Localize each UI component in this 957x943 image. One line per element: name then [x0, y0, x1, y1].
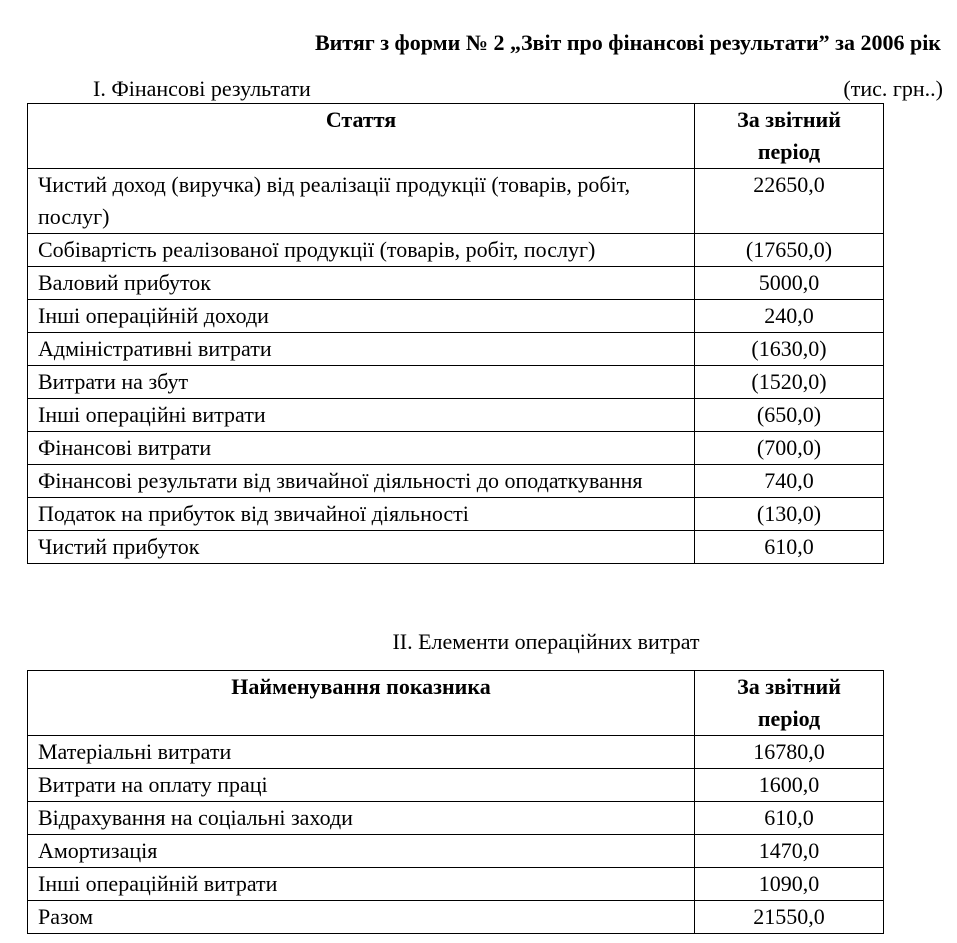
table-row	[28, 498, 884, 531]
row-value: 1470,0	[695, 835, 884, 868]
row-label: Інші операційній доходи	[28, 300, 695, 333]
row-value: 740,0	[695, 465, 884, 498]
table-row	[28, 465, 884, 498]
column-header-period: За звітний період	[695, 104, 884, 169]
table-header-row	[28, 671, 884, 736]
row-value: (1630,0)	[695, 333, 884, 366]
financial-results-table	[27, 103, 884, 564]
row-label: Чистий прибуток	[28, 531, 695, 564]
row-value: (650,0)	[695, 399, 884, 432]
section2-title: II. Елементи операційних витрат	[392, 629, 700, 654]
table-row	[28, 267, 884, 300]
row-value: (130,0)	[695, 498, 884, 531]
table-row	[28, 769, 884, 802]
row-label: Податок на прибуток від звичайної діяльності	[28, 498, 695, 531]
row-label: Витрати на збут	[28, 366, 695, 399]
table-row	[28, 234, 884, 267]
operating-expenses-table	[27, 670, 884, 934]
row-label: Чистий доход (виручка) від реалізації продукції (товарів, робіт, послуг)	[28, 169, 695, 234]
table-header-row	[28, 104, 884, 169]
row-value: (17650,0)	[695, 234, 884, 267]
table-row	[28, 531, 884, 564]
row-label: Валовий прибуток	[28, 267, 695, 300]
row-value: 610,0	[695, 802, 884, 835]
row-label: Відрахування на соціальні заходи	[28, 802, 695, 835]
row-value: (1520,0)	[695, 366, 884, 399]
row-label: Фінансові витрати	[28, 432, 695, 465]
row-label: Разом	[28, 901, 695, 934]
table-row	[28, 432, 884, 465]
row-value: 22650,0	[695, 169, 884, 234]
row-label: Інші операційній витрати	[28, 868, 695, 901]
column-header-indicator: Найменування показника	[28, 671, 695, 736]
row-value: 610,0	[695, 531, 884, 564]
table-row	[28, 169, 884, 234]
table-row	[28, 736, 884, 769]
row-label: Інші операційні витрати	[28, 399, 695, 432]
units-label: (тис. грн..)	[843, 76, 943, 101]
section1-title: I. Фінансові результати	[93, 76, 311, 101]
row-value: 1090,0	[695, 868, 884, 901]
row-value: 240,0	[695, 300, 884, 333]
table-row	[28, 300, 884, 333]
row-label: Витрати на оплату праці	[28, 769, 695, 802]
row-label: Матеріальні витрати	[28, 736, 695, 769]
row-label: Фінансові результати від звичайної діяльності до оподаткування	[28, 465, 695, 498]
table-row	[28, 835, 884, 868]
table-row	[28, 333, 884, 366]
row-value: 5000,0	[695, 267, 884, 300]
row-label: Адміністративні витрати	[28, 333, 695, 366]
column-header-period: За звітний період	[695, 671, 884, 736]
table-row	[28, 366, 884, 399]
table-row	[28, 901, 884, 934]
row-value: 1600,0	[695, 769, 884, 802]
row-label: Амортизація	[28, 835, 695, 868]
row-value: 16780,0	[695, 736, 884, 769]
row-value: 21550,0	[695, 901, 884, 934]
table-row	[28, 868, 884, 901]
table-row	[28, 802, 884, 835]
table-row	[28, 399, 884, 432]
row-value: (700,0)	[695, 432, 884, 465]
column-header-article: Стаття	[28, 104, 695, 169]
row-label: Собівартість реалізованої продукції (товарів, робіт, послуг)	[28, 234, 695, 267]
document-title: Витяг з форми № 2 „Звіт про фінансові результати” за 2006 рік	[314, 30, 941, 55]
